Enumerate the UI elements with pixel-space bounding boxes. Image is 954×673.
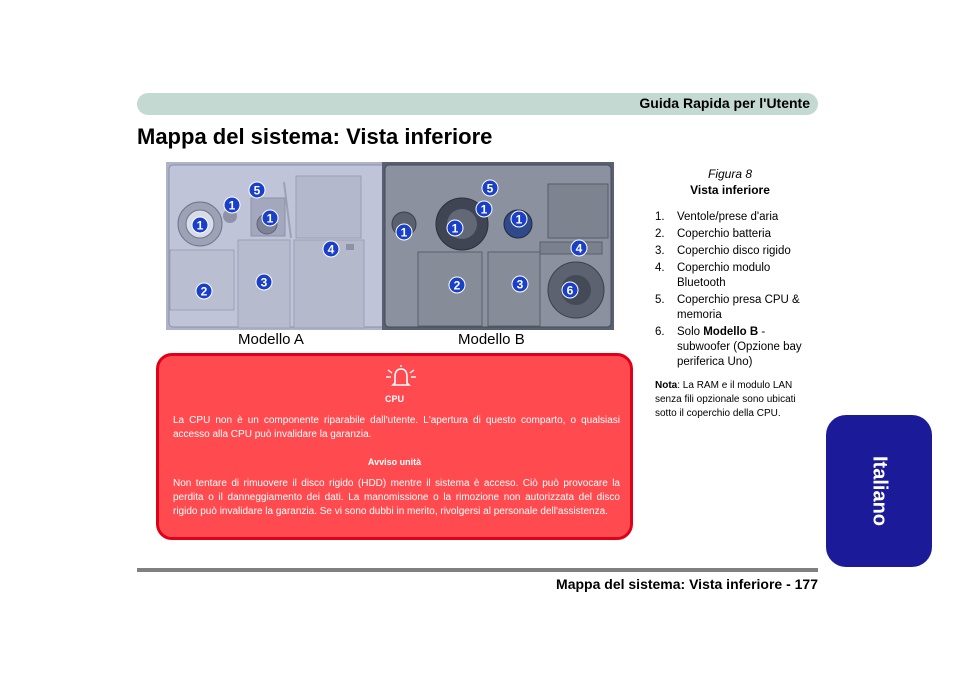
figure-label: Figura 8 xyxy=(707,167,753,181)
callout-badge xyxy=(323,241,339,257)
callout-number: 2 xyxy=(200,284,208,299)
legend-number: 1. xyxy=(655,211,665,223)
legend-text-pre: Solo xyxy=(677,326,704,338)
header-title: Guida Rapida per l'Utente xyxy=(639,95,810,111)
callout-number: 3 xyxy=(260,275,268,290)
callout-number: 1 xyxy=(196,218,204,233)
model-b-photo xyxy=(382,162,614,330)
figure-title: Vista inferiore xyxy=(690,183,770,197)
header-bar xyxy=(137,93,818,115)
legend-number: 3. xyxy=(655,245,665,257)
callout-number: 1 xyxy=(228,198,236,213)
language-tab-label: Italiano xyxy=(868,455,891,527)
legend-item xyxy=(655,261,805,291)
legend-number: 5. xyxy=(655,294,665,306)
legend-item xyxy=(655,244,805,259)
callout-badge xyxy=(256,274,272,290)
callout-badge xyxy=(476,201,492,217)
callout-number: 6 xyxy=(566,283,574,298)
legend-item xyxy=(655,210,805,225)
legend-text: Coperchio modulo Bluetooth xyxy=(677,262,771,289)
callout-number: 1 xyxy=(451,221,459,236)
legend-text xyxy=(677,325,805,370)
hdd-heading: Avviso unità xyxy=(367,457,422,467)
warning-box xyxy=(156,353,633,540)
legend-text-post: - subwoofer (Opzione bay periferica Uno) xyxy=(677,326,802,368)
legend-text-bold: Modello B xyxy=(703,326,759,338)
callout-badge xyxy=(249,182,265,198)
legend-text: Ventole/prese d'aria xyxy=(677,211,779,223)
legend-list xyxy=(655,210,805,372)
note xyxy=(655,379,807,421)
callout-badge xyxy=(482,180,498,196)
model-a-photo xyxy=(166,162,398,330)
page-title: Mappa del sistema: Vista inferiore xyxy=(137,124,493,149)
legend-text: Coperchio batteria xyxy=(677,228,771,240)
callout-badge xyxy=(196,283,212,299)
note-label: Nota xyxy=(655,380,678,391)
footer-page-title: Mappa del sistema: Vista inferiore - 177 xyxy=(556,576,818,592)
model-a-label: Modello A xyxy=(238,331,304,348)
callout-number: 1 xyxy=(400,225,408,240)
language-tab xyxy=(826,415,932,567)
callout-badge xyxy=(562,282,578,298)
callout-number: 4 xyxy=(575,241,583,256)
callout-badge xyxy=(512,276,528,292)
callout-badge xyxy=(449,277,465,293)
hdd-text: Non tentare di rimuovere il disco rigido (HDD) mentre il sistema è acceso. Ciò può provocare la perdita o il danneggiamento dei dati. La manomissione o la rimozione non autorizzata del disco rigido può invalidare la garanzia. Se vi sono dubbi in merito, rivolgersi al personale dell'assistenza. xyxy=(173,478,620,517)
callout-badge xyxy=(396,224,412,240)
cpu-heading: CPU xyxy=(384,394,404,404)
callout-number: 1 xyxy=(266,211,274,226)
cpu-text: La CPU non è un componente riparabile dall'utente. L'apertura di questo comparto, o qualsiasi accesso alla CPU può invalidare la garanzia. xyxy=(173,415,620,440)
note-text: : La RAM e il modulo LAN senza fili opzionale sono ubicati sotto il coperchio della CPU. xyxy=(655,380,796,419)
callout-badge xyxy=(262,210,278,226)
footer-rule xyxy=(137,568,818,572)
legend-number: 2. xyxy=(655,228,665,240)
callout-number: 1 xyxy=(480,202,488,217)
callout-number: 1 xyxy=(515,212,523,227)
callout-badge xyxy=(192,217,208,233)
callout-number: 2 xyxy=(453,278,461,293)
legend-number: 6. xyxy=(655,326,665,338)
callout-number: 3 xyxy=(516,277,524,292)
legend-number: 4. xyxy=(655,262,665,274)
legend-item xyxy=(655,227,805,242)
warning-bell-icon xyxy=(384,364,418,393)
callout-number: 4 xyxy=(327,242,335,257)
legend-text: Coperchio disco rigido xyxy=(677,245,791,257)
callout-badge xyxy=(447,220,463,236)
callout-badge xyxy=(511,211,527,227)
legend-item xyxy=(655,325,805,370)
callout-number: 5 xyxy=(486,181,494,196)
model-b-label: Modello B xyxy=(458,331,525,348)
legend-text: Coperchio presa CPU & memoria xyxy=(677,294,800,321)
callout-badge xyxy=(571,240,587,256)
callout-badge xyxy=(224,197,240,213)
legend-item xyxy=(655,293,805,323)
callout-number: 5 xyxy=(253,183,261,198)
